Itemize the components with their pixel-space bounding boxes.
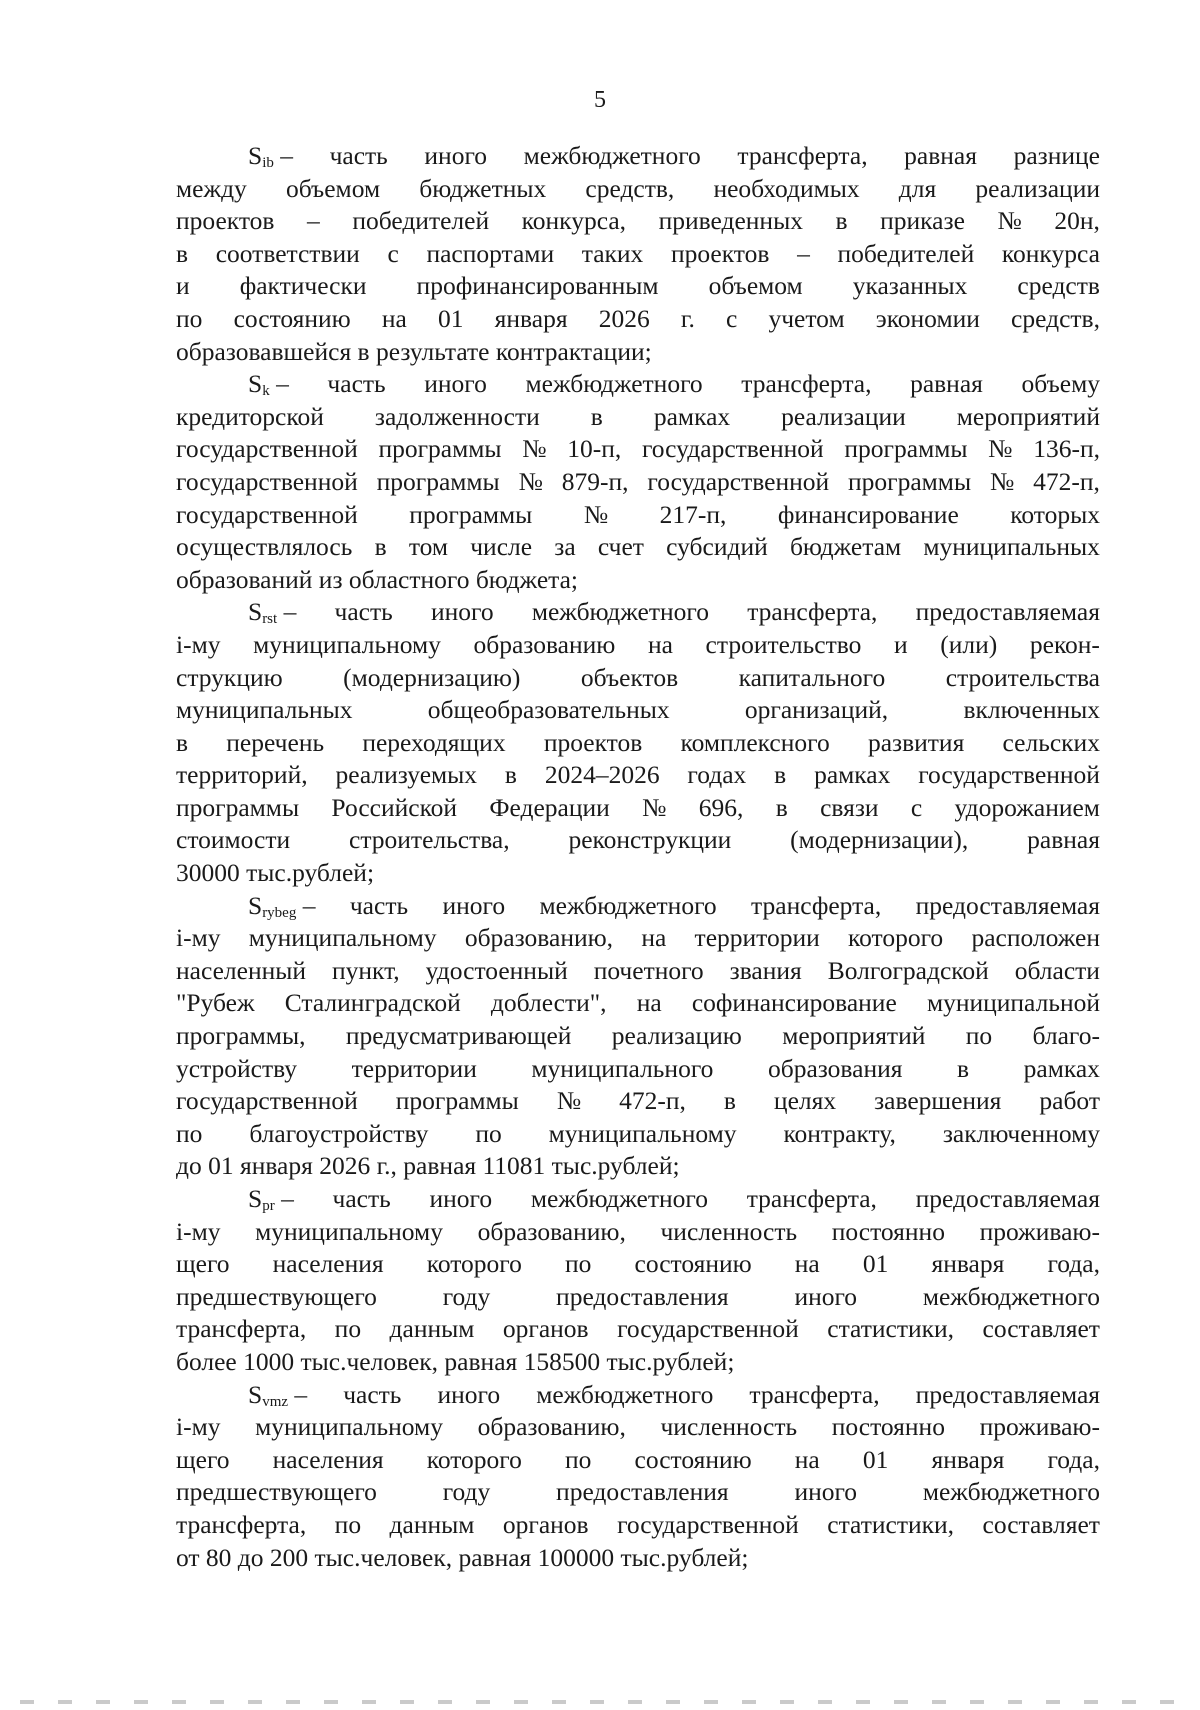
text-line: по состоянию на 01 января 2026 г. с учетом экономии средств, [176, 303, 1100, 333]
text-line: программы Российской Федерации № 696, в связи с удорожанием [176, 792, 1100, 822]
text-line: устройству территории муниципального образования в рамках [176, 1053, 1100, 1083]
text-line: по благоустройству по муниципальному контракту, заключенному [176, 1118, 1100, 1148]
text-line: стоимости строительства, реконструкции (модернизации), равная [176, 825, 1100, 855]
text-line: проектов – победителей конкурса, приведенных в приказе № 20н, [176, 206, 1100, 236]
text-line: $S_{rst}$ – часть иного межбюджетного трансферта, предоставляемая [248, 597, 1100, 628]
text-line: предшествующего году предоставления иного межбюджетного [176, 1477, 1100, 1507]
text-line: от 80 до 200 тыс.человек, равная 100000 тыс.рублей; [176, 1542, 749, 1572]
text-line: "Рубеж Сталинградской доблести", на софинансирование муниципальной [176, 988, 1100, 1018]
text-line: щего населения которого по состоянию на 01 января года, [176, 1444, 1100, 1474]
text-line: между объемом бюджетных средств, необходимых для реализации [176, 173, 1100, 203]
paragraph-k [176, 368, 1100, 596]
text-line: струкцию (модернизацию) объектов капитального строительства [176, 662, 1100, 692]
paragraph-ib [176, 140, 1100, 368]
text-line: территорий, реализуемых в 2024–2026 годах в рамках государственной [176, 760, 1100, 790]
text-line: государственной программы № 472-п, в целях завершения работ [176, 1086, 1100, 1116]
text-line: в перечень переходящих проектов комплексного развития сельских [176, 727, 1100, 757]
text-line: муниципальных общеобразовательных организаций, включенных [176, 695, 1100, 725]
text-line: образовавшейся в результате контрактации; [176, 336, 652, 366]
text-line: до 01 января 2026 г., равная 11081 тыс.рублей; [176, 1151, 680, 1181]
page-number: 5 [594, 87, 606, 113]
formula-symbol: $S_{ib}$ – [248, 141, 293, 171]
text-line: государственной программы № 217-п, финансирование которых [176, 499, 1100, 529]
text-line: 30000 тыс.рублей; [176, 858, 375, 888]
text-line: государственной программы № 879-п, государственной программы № 472-п, [176, 466, 1100, 496]
text-line: предшествующего году предоставления иного межбюджетного [176, 1281, 1100, 1311]
paragraph-rybeg [176, 890, 1100, 1183]
text-line: i-му муниципальному образованию, на территории которого расположен [176, 923, 1100, 953]
text-line: i-му муниципальному образованию на строительство и (или) рекон- [176, 629, 1100, 659]
scan-edge-artifact [20, 1700, 1180, 1704]
text-line: более 1000 тыс.человек, равная 158500 тыс.рублей; [176, 1346, 735, 1376]
text-line: $S_k$ – часть иного межбюджетного трансферта, равная объему [248, 369, 1100, 400]
formula-symbol: $S_{rybeg}$ – [248, 890, 316, 921]
text-line: государственной программы № 10-п, государственной программы № 136-п, [176, 434, 1100, 464]
text-line: $S_{vmz}$ – часть иного межбюджетного трансферта, предоставляемая [248, 1379, 1100, 1410]
formula-symbol: $S_{vmz}$ – [248, 1379, 308, 1410]
text-line: $S_{rybeg}$ – часть иного межбюджетного трансферта, предоставляемая [248, 890, 1100, 921]
text-line: трансферта, по данным органов государственной статистики, составляет [176, 1314, 1100, 1344]
paragraph-pr [176, 1183, 1100, 1379]
text-line: трансферта, по данным органов государственной статистики, составляет [176, 1509, 1100, 1539]
text-line: $S_{ib}$ – часть иного межбюджетного трансферта, равная разнице [248, 141, 1100, 171]
text-line: образований из областного бюджета; [176, 564, 578, 594]
text-line: $S_{pr}$ – часть иного межбюджетного трансферта, предоставляемая [248, 1184, 1100, 1214]
formula-symbol: $S_{rst}$ – [248, 597, 297, 628]
paragraph-vmz [176, 1379, 1100, 1575]
formula-symbol: $S_{pr}$ – [248, 1184, 294, 1214]
paragraph-rst [176, 596, 1100, 889]
document-body [176, 140, 1100, 1574]
text-line: программы, предусматривающей реализацию мероприятий по благо- [176, 1021, 1100, 1051]
text-line: i-му муниципальному образованию, численность постоянно проживаю- [176, 1216, 1100, 1246]
formula-symbol: $S_k$ – [248, 369, 289, 400]
text-line: осуществлялось в том числе за счет субсидий бюджетам муниципальных [176, 532, 1100, 562]
text-line: щего населения которого по состоянию на 01 января года, [176, 1249, 1100, 1279]
text-line: населенный пункт, удостоенный почетного звания Волгоградской области [176, 955, 1100, 985]
text-line: в соответствии с паспортами таких проектов – победителей конкурса [176, 238, 1100, 268]
text-line: кредиторской задолженности в рамках реализации мероприятий [176, 401, 1100, 431]
text-line: i-му муниципальному образованию, численность постоянно проживаю- [176, 1412, 1100, 1442]
text-line: и фактически профинансированным объемом указанных средств [176, 271, 1100, 301]
